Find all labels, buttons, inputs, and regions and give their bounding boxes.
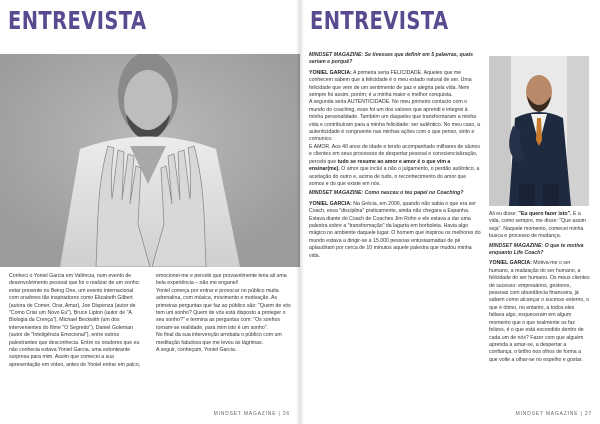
- answer-2: [309, 201, 481, 260]
- page-title-right: ENTREVISTA: [310, 6, 449, 35]
- man-in-suit-photo-icon: [489, 56, 589, 206]
- question-3: MINDSET MAGAZINE: O que te motiva enquanto Life Coach?: [489, 242, 584, 257]
- page-footer-right: MINDSET MAGAZINE | 27: [515, 411, 592, 417]
- column-2-bold: "Eu quero fazer isto".: [518, 211, 572, 217]
- answer-1: [309, 70, 481, 189]
- left-column-2: [156, 273, 291, 356]
- left-column-1: [9, 273, 142, 371]
- answer-3-speaker: YONIEL GARCIA:: [489, 260, 532, 267]
- intro-paragraph-continued: emocionei-me e percebi que provavelmente teria ali uma bela experiência – não me enganei! Yoniel começa por entrar e provocar no público muita adrenalina, com música, movimento e motivação. As primeiras perguntas que faz ao público são: "Quem de vós tem um sonho? Quem de vós está disposto a proteger o seu sonho?" e termina as perguntas com: "Os sonhos tornam-se realidade, para mim isto é um sonho". No final da sua intervenção arrebata o público com um meditação fabulosa que me levou às lágrimas. A seguir, conheçam, Yoniel Garcia.: [156, 273, 291, 354]
- right-column-1: [309, 52, 481, 262]
- answer-1-bold: tudo se resume ao amor e amor é o que vim a ensinar(me).: [309, 158, 451, 173]
- question-1: MINDSET MAGAZINE: Se tivesses que definir em 5 palavras, quais seriam e porquê?: [309, 52, 474, 66]
- column-2-end: E a vida, como sempre, me disse: "Que assim seja". Naquele momento, comecei minha busca e processo de mudança.: [489, 211, 586, 240]
- answer-1-text: A primeira seria FELICIDADE. Aqueles que me conhecem sabem que a felicidade é o meu estado natural de ser. Uma felicidade que vem de um sentimento de paz e alegria pela vida. Nem sempre foi assim, porém; é a minha maior e melhor conquista. A segunda seria AUTENTICIDADE. No meu primeiro contacto com o mundo do coaching, esse foi um dos valores que aprendi e integrei à minha personalidade. Também um daqueles que transformaram a minha vida e contribuíram para a minha felicidade: ser autêntico. No meu caso, a autenticidade é congruente nas minhas ações com o que penso, sinto e comunico. E AMOR. Aos 40 anos de idade e tendo acompanhado milhares de alunos e clientes em seus processos de despertar pessoal e consciencialização, percebi que: [309, 69, 481, 165]
- interview-photo-portrait: [489, 56, 589, 206]
- answer-1-speaker: YONIEL GARCIA:: [309, 69, 352, 76]
- answer-3: [489, 260, 590, 364]
- answer-2-speaker: YONIEL GARCIA:: [309, 200, 352, 207]
- answer-3-text: Motiva-me o ser humano, a realização do ser humano, a felicidade do ser humano. Os meus clientes de sucesso: empresários, gestores, pessoas com abundância financeira, já sabem como alcançar o sucesso externo, o que é ótimo, no entanto, a todos eles faltava algo, esqueceram em algum momento que o que realmente os faz felizes, é o que está escondido dentro de cada um de nós? Fazer com que alguém aprenda a amar-se, a despertar a confiança, o brilho nos olhos de forma a que volte a olhar-se no espelho e gostar.: [489, 260, 590, 363]
- page-footer-left: MINDSET MAGAZINE | 26: [213, 411, 290, 417]
- column-2-text: Ali eu disse:: [489, 211, 519, 217]
- intro-paragraph: Conheci o Yoniel Garcia em Valência, num evento de desenvolvimento pessoal que foi o realizar de um sonho: estar presente no Being One, um evento internacional com oradores tão inspiradores como Elizabeth Gilbert (autora de Comer, Orar, Amar), Joe Dispenza (autor de "Como Criar um Novo Eu"), Bruce Lipton (autor de "A Biologia da Crença"), Michael Beckwith (um dos intervenientes do filme "O Segredo"), Daniel Goleman (autor de "Inteligência Emocional"), entre outros palestrantes que desconhecia. Entre os oradores que eu não conhecia estava Yoniel Garcia, uma estonteante surpresa para mim. Assim que comecei a sua apresentação em vídeo, antes de Yoniel entrar em palco,: [9, 273, 141, 368]
- page-title-left: ENTREVISTA: [8, 6, 147, 35]
- right-column-2: [489, 211, 590, 366]
- column-2-paragraph: [489, 211, 590, 241]
- answer-1-end: O amor que incluí a não o julgamento, o perdão autêntico, a aceitação do outro e, acima de tudo, o reconhecimento do amor que somos e do que existe em nós.: [309, 166, 480, 187]
- interview-photo-hands: [0, 54, 300, 267]
- right-page: [300, 0, 600, 424]
- question-2: MINDSET MAGAZINE: Como nasceu o teu papel no Coaching?: [309, 190, 464, 197]
- man-with-hands-photo-icon: [0, 54, 300, 267]
- answer-2-text: Na Grécia, em 2006, quando não sabia o que era ser Coach, essa "disciplina" praticamente, ainda não chegara a Espanha. Estava diante do Coach de Coaches Jim Rohn e ele estava a dar uma palestra sobre a "transformação" da lagarta em borboleta. Havia algo mágico no ambiente daquele lugar. O homem que inspirou os melhores do mundo estava a dirigir-se a 15.000 pessoas entusiasmadas de pé aplaudiram por cerca de 10 minutos aquele palestra que mudou minha vida.: [309, 200, 481, 259]
